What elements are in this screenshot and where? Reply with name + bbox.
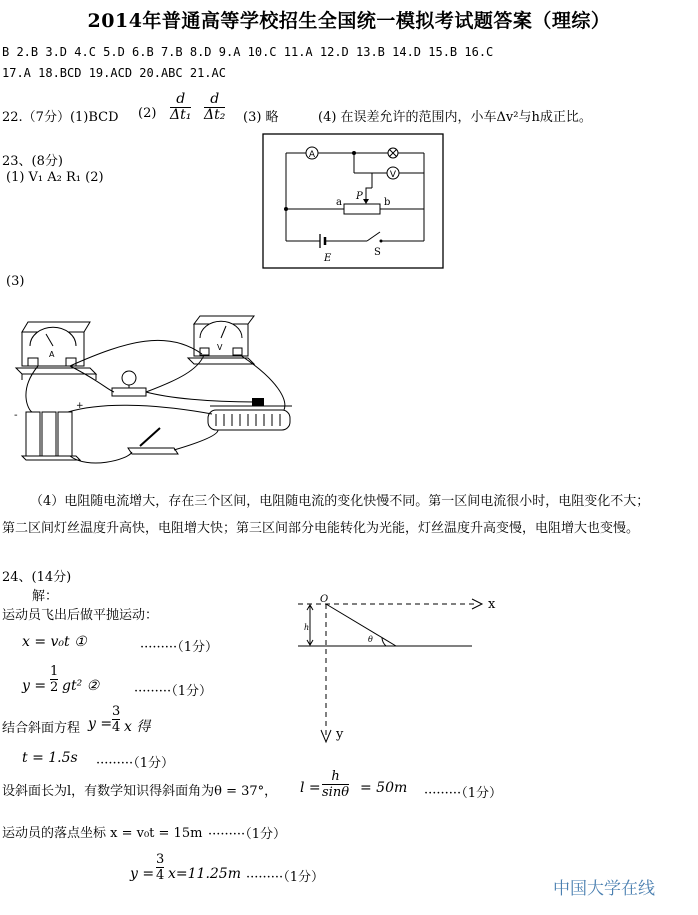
q24-eq1: x = v₀t ① xyxy=(22,634,87,650)
y-axis-label: y xyxy=(336,727,344,742)
rheostat-icon xyxy=(344,204,380,214)
q24-line2-pre: 结合斜面方程 xyxy=(2,721,81,736)
q22-fraction-2 xyxy=(204,92,225,123)
q22-frac1-num: d xyxy=(176,91,186,107)
q23-part1: (1) V₁ A₂ R₁ (2) xyxy=(6,170,104,185)
q22-part2-label: (2) xyxy=(138,106,157,121)
mc-answers-line1: B 2.B 3.D 4.C 5.D 6.B 7.B 8.D 9.A 10.C 11.A 12.D 13.B 14.D 15.B 16.C xyxy=(2,45,494,59)
q24-line3-num: h xyxy=(331,769,340,784)
q24-eq3: t = 1.5s xyxy=(22,750,78,766)
q24-line5-den: 4 xyxy=(156,868,165,883)
q24-line2-post: x 得 xyxy=(124,719,151,735)
q22-fraction-1 xyxy=(170,92,191,123)
q24-line3-den: sinθ xyxy=(322,785,350,800)
q24-jie: 解： xyxy=(32,589,59,604)
q24-line5-fraction xyxy=(156,852,164,883)
q24-line4-score: ·········（1分） xyxy=(208,827,286,842)
switch-device-icon xyxy=(128,428,178,454)
q24-line5-y: y = xyxy=(130,866,155,882)
q24-eq2-num: 1 xyxy=(50,664,59,679)
q24-line5-num: 3 xyxy=(156,852,165,867)
q24-line3-score: ·········（1分） xyxy=(424,786,502,801)
label-s: S xyxy=(374,247,381,258)
q24-line3-l: l = xyxy=(300,780,321,796)
bulb-device-icon xyxy=(112,371,146,396)
q24-line2-fraction xyxy=(112,704,120,735)
label-p: P xyxy=(356,191,363,202)
q23-part4-line1: （4）电阻随电流增大，存在三个区间，电阻随电流的变化快慢不同。第一区间电流很小时，电阻变化不大； xyxy=(30,494,650,509)
voltmeter-label: V xyxy=(389,170,397,180)
q24-line3-fraction xyxy=(322,769,349,800)
q22-frac2-num: d xyxy=(210,91,220,107)
x-axis-label: x xyxy=(488,597,496,612)
svg-text:+: + xyxy=(76,401,84,411)
q24-eq2-rhs: gt² ② xyxy=(62,678,100,694)
ammeter-device-icon xyxy=(16,322,96,380)
label-a: a xyxy=(336,197,342,208)
label-b: b xyxy=(384,197,391,208)
svg-text:-: - xyxy=(14,410,18,421)
q23-part4-line2: 第二区间灯丝温度升高快，电阻增大快；第三区间部分电能转化为光能，灯丝温度升高变慢，电阻增大也变慢。 xyxy=(2,521,640,536)
q22-part3: (3) 略 xyxy=(243,110,279,125)
page-title: 2014年普通高等学校招生全国统一模拟考试题答案（理综） xyxy=(87,10,611,32)
site-watermark: 中国大学在线 xyxy=(553,879,655,899)
q24-eq2-lhs: y = xyxy=(22,678,47,694)
q22-head: 22.（7分）(1)BCD xyxy=(2,110,119,125)
svg-text:A: A xyxy=(49,350,55,359)
q24-line2-num: 3 xyxy=(112,704,121,719)
q22-frac1-den: Δt₁ xyxy=(170,107,192,123)
q24-eq2-fraction xyxy=(50,664,58,695)
label-e: E xyxy=(324,253,332,264)
q24-line2-y: y = xyxy=(88,716,113,732)
q23-part3-label: (3) xyxy=(6,274,25,289)
q24-line5-post: x=11.25m xyxy=(168,866,241,882)
circuit-diagram xyxy=(262,133,444,269)
q24-head: 24、(14分) xyxy=(2,570,72,585)
battery-device-icon xyxy=(22,412,80,460)
q24-line4: 运动员的落点坐标 x = v₀t = 15m xyxy=(2,826,203,841)
q24-line5-score: ·········（1分） xyxy=(246,870,324,885)
q24-eq1-score: ·········（1分） xyxy=(140,640,218,655)
height-label: h xyxy=(304,623,310,632)
q22-part4: (4) 在误差允许的范围内，小车Δv²与h成正比。 xyxy=(318,110,592,125)
voltmeter-device-icon xyxy=(188,316,254,364)
ammeter-label: A xyxy=(308,150,316,160)
rheostat-device-icon xyxy=(208,398,292,430)
projectile-figure xyxy=(296,592,496,748)
q23-head: 23、(8分) xyxy=(2,154,63,169)
q24-eq2-den: 2 xyxy=(50,680,59,695)
q24-line1: 运动员飞出后做平抛运动： xyxy=(2,608,159,623)
q24-line3: 设斜面长为l，有数学知识得斜面角为θ = 37°， xyxy=(2,784,278,799)
theta-label: θ xyxy=(368,635,373,644)
q24-line2-den: 4 xyxy=(112,720,121,735)
wiring-illustration xyxy=(8,310,310,472)
svg-text:V: V xyxy=(217,343,223,352)
q24-eq3-score: ·········（1分） xyxy=(96,756,174,771)
junction-top xyxy=(352,151,356,155)
q24-line3-post: = 50m xyxy=(360,780,408,796)
q24-eq2-score: ·········（1分） xyxy=(134,684,212,699)
origin-label: O xyxy=(320,594,329,605)
slope-line xyxy=(326,604,396,646)
q22-frac2-den: Δt₂ xyxy=(204,107,226,123)
mc-answers-line2: 17.A 18.BCD 19.ACD 20.ABC 21.AC xyxy=(2,66,226,80)
